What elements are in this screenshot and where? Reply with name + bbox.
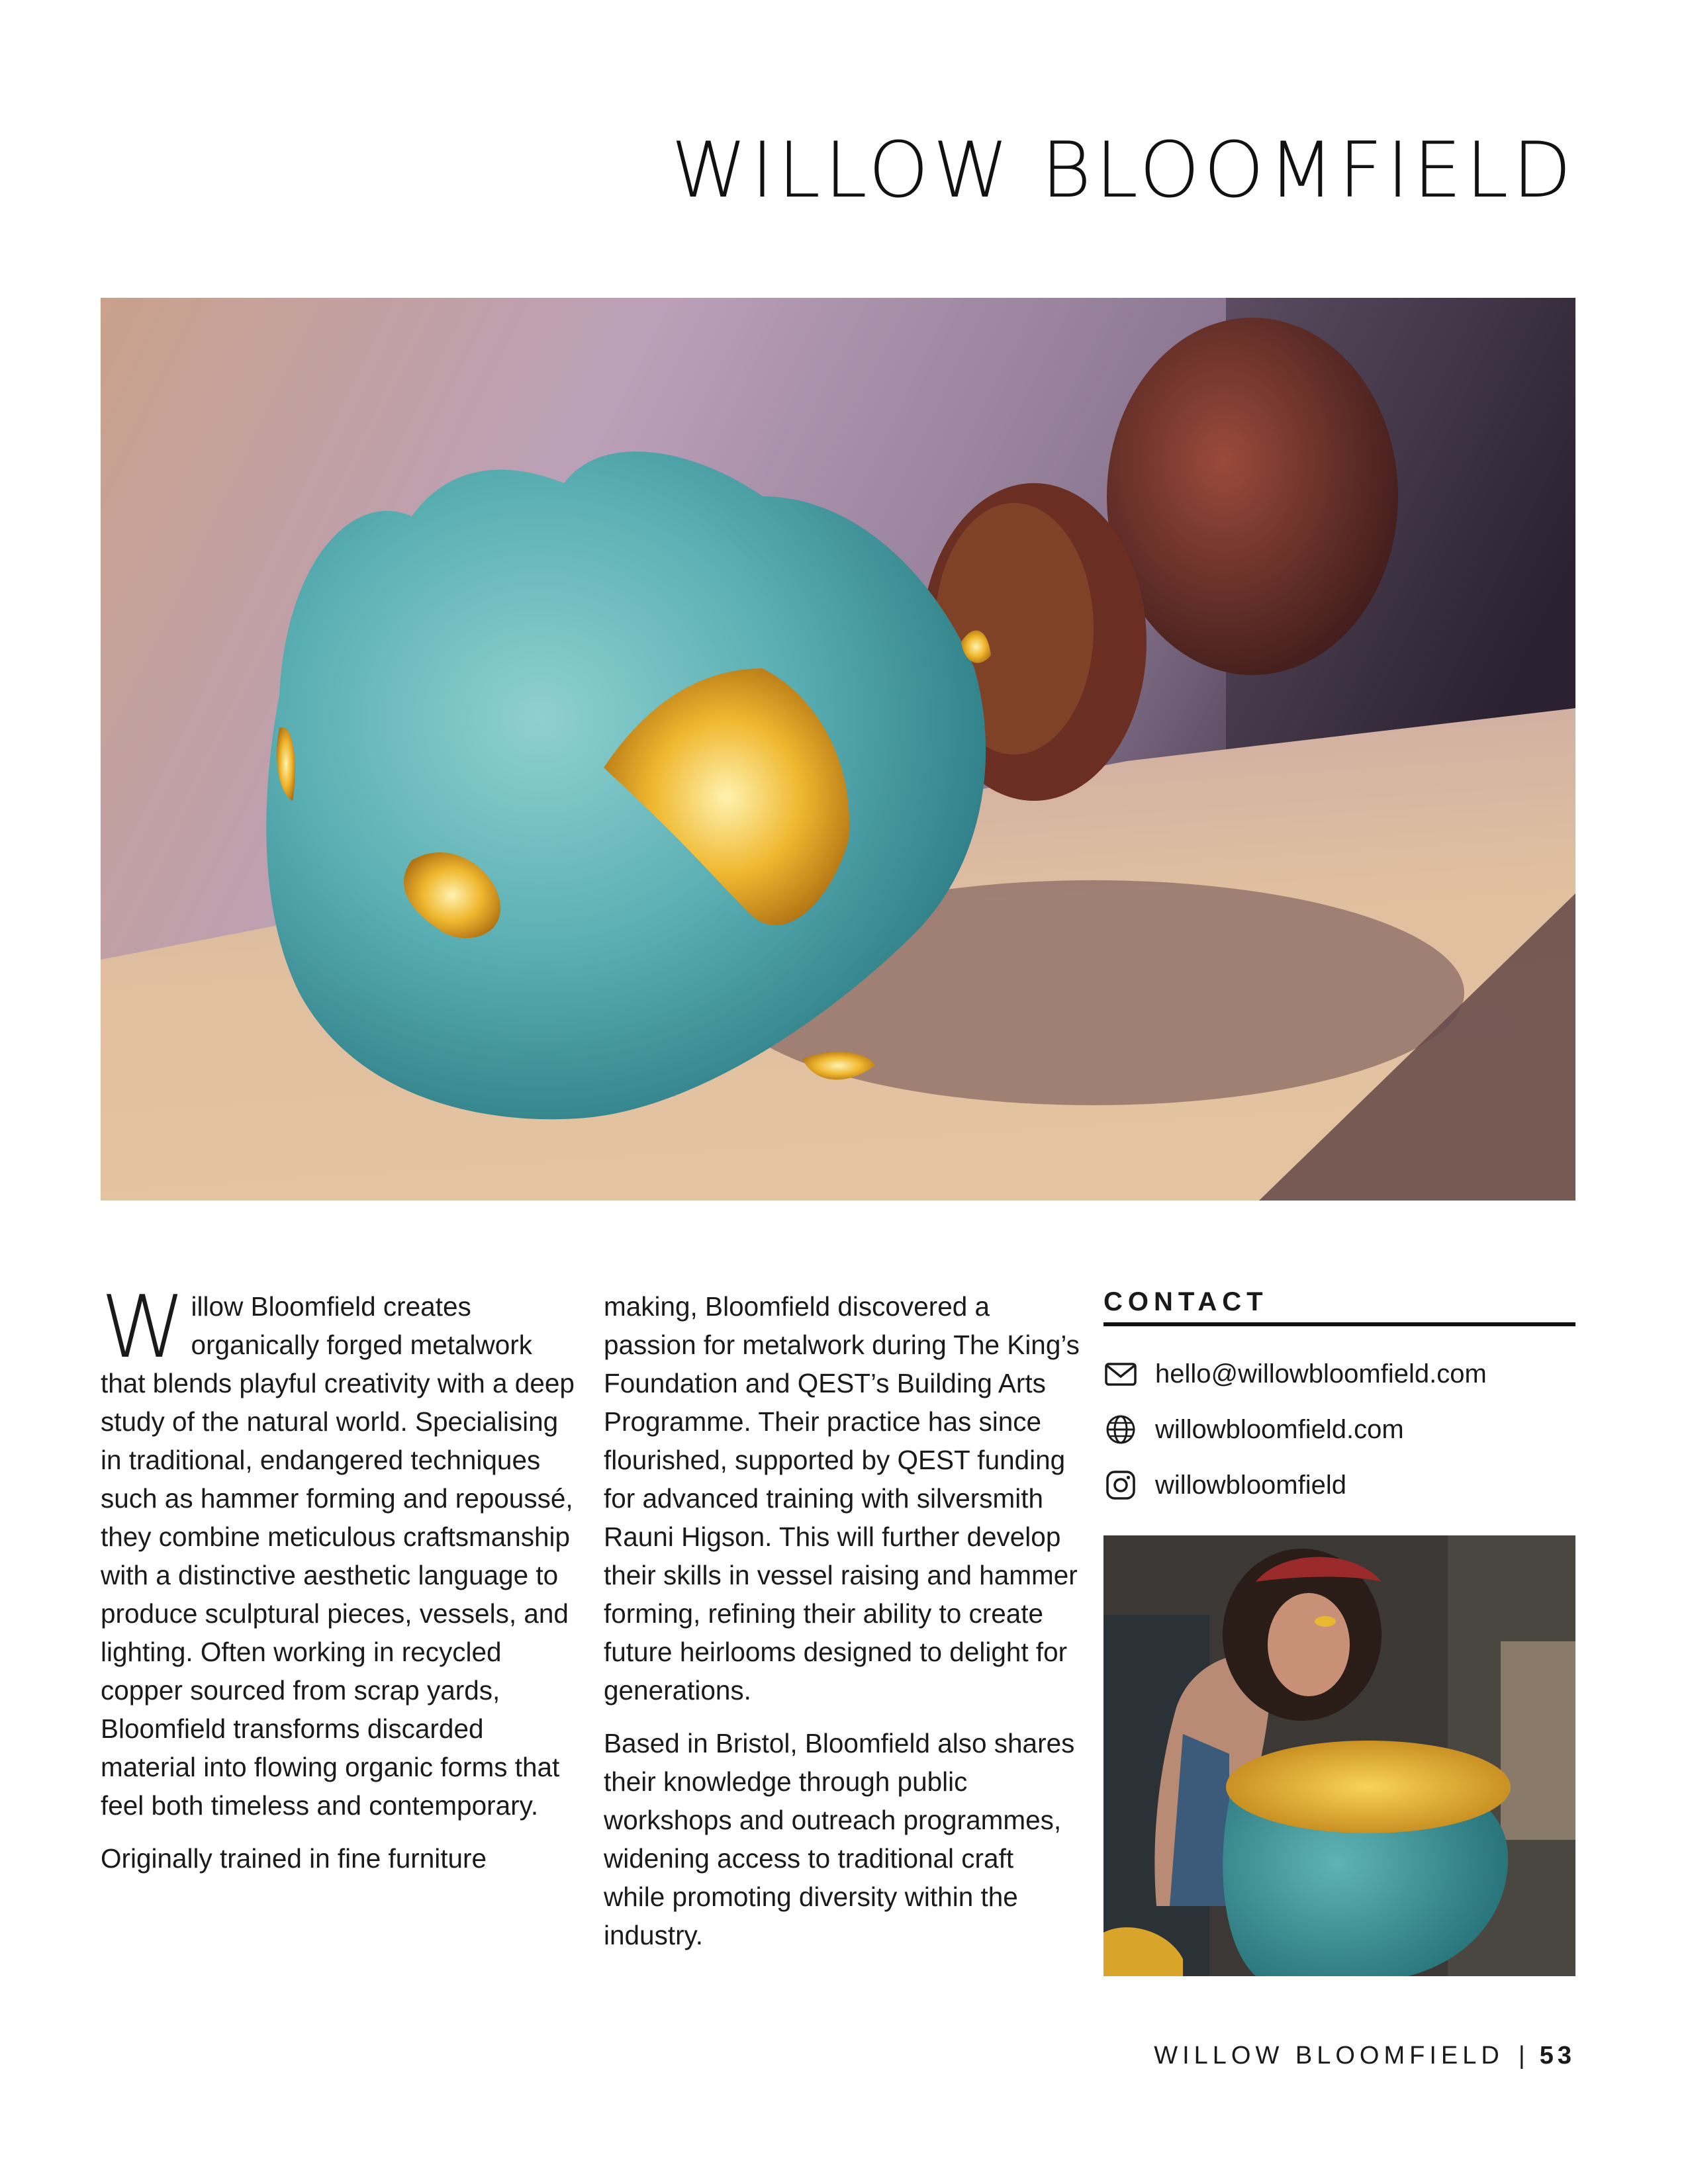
contact-panel	[1103, 1287, 1575, 1513]
instagram-icon	[1103, 1468, 1138, 1502]
contact-email	[1103, 1346, 1575, 1402]
globe-icon	[1103, 1412, 1138, 1447]
page-footer	[1154, 2042, 1575, 2070]
footer-name: WILLOW BLOOMFIELD	[1154, 2042, 1504, 2070]
page-title: WILLOW BLOOMFIELD	[671, 126, 1575, 215]
article-column-1	[101, 1277, 577, 1892]
contact-website	[1103, 1402, 1575, 1457]
portrait-photo	[1103, 1535, 1575, 1976]
envelope-icon	[1103, 1357, 1138, 1391]
article-paragraph	[101, 1277, 577, 1825]
drop-cap: W	[101, 1277, 186, 1377]
article-column-2	[604, 1287, 1080, 1969]
contact-heading: CONTACT	[1103, 1287, 1575, 1326]
paragraph-text: illow Bloomfield creates organically forged metalwork that blends playful creativity with a deep study of the natural world. Specialising in traditional, endangered techniques such as hammer forming and repoussé, they combine meticulous craftsmanship with a distinctive aesthetic language to produce sculptural pieces, vessels, and lighting. Often working in recycled copper sourced from scrap yards, Bloomfield transforms discarded material into flowing organic forms that feel both timeless and contemporary.	[101, 1291, 575, 1821]
contact-list	[1103, 1346, 1575, 1513]
footer-separator: |	[1518, 2042, 1525, 2070]
contact-instagram	[1103, 1457, 1575, 1513]
email-link[interactable]: hello@willowbloomfield.com	[1155, 1359, 1487, 1388]
website-link[interactable]: willowbloomfield.com	[1155, 1414, 1404, 1444]
article-paragraph: Originally trained in fine furniture	[101, 1843, 487, 1874]
instagram-link[interactable]: willowbloomfield	[1155, 1470, 1347, 1500]
hero-photo	[101, 298, 1575, 1201]
article-paragraph: Based in Bristol, Bloomfield also shares their knowledge through public workshops and outreach programmes, widening access to traditional craft while promoting diversity within the industry.	[604, 1728, 1075, 1950]
page-number: 53	[1539, 2042, 1575, 2070]
article-paragraph: making, Bloomfield discovered a passion for metalwork during The King’s Foundation and QEST’s Building Arts Programme. Their practice has since flourished, supported by QEST funding for advanced training with silversmith Rauni Higson. This will further develop their skills in vessel raising and hammer forming, refining their ability to create future heirlooms designed to delight for generations.	[604, 1291, 1080, 1706]
